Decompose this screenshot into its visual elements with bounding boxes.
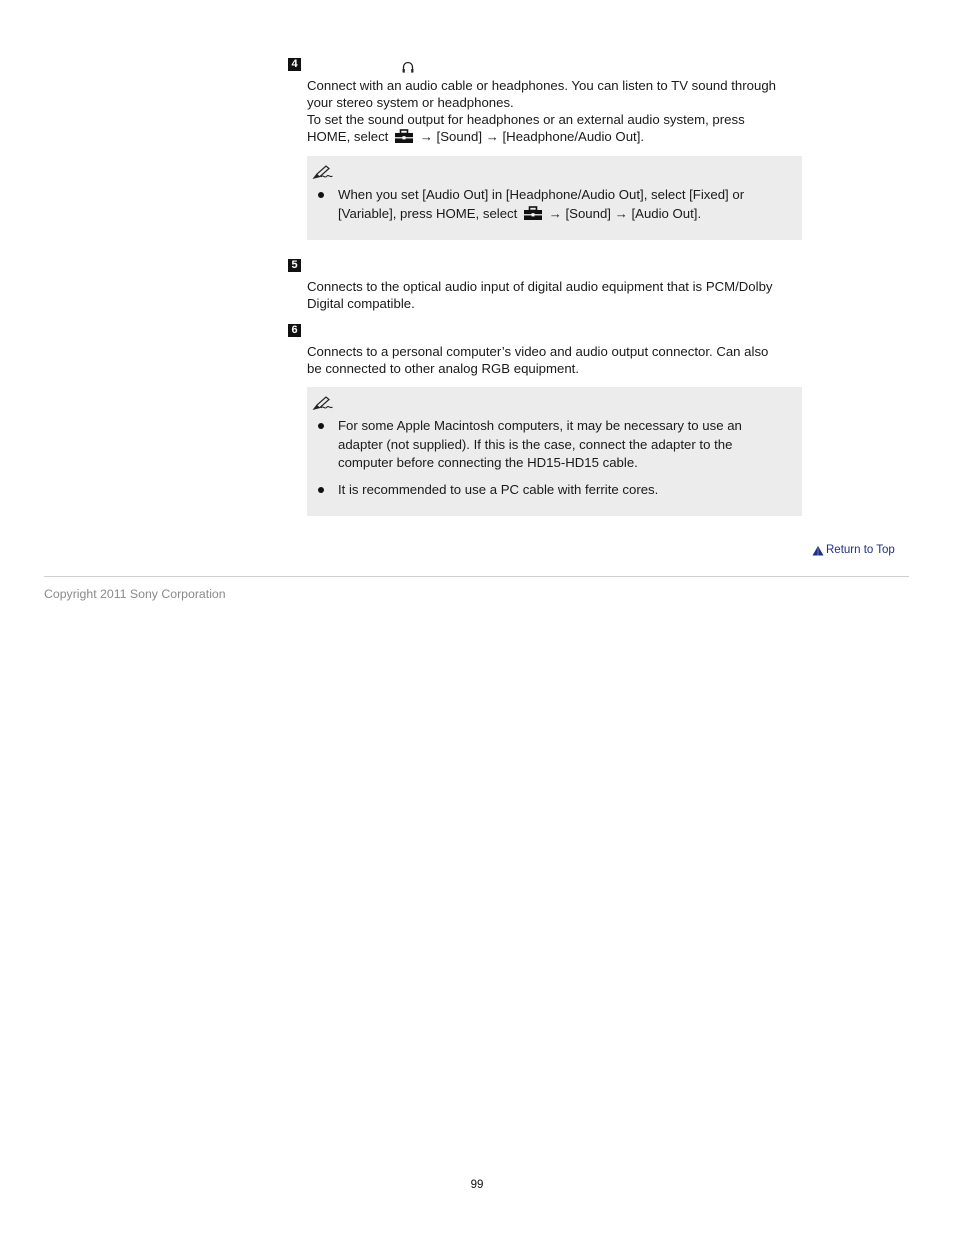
text-line: your stereo system or headphones.: [307, 95, 514, 110]
note-text: For some Apple Macintosh computers, it may be necessary to use an: [338, 418, 742, 433]
text-line: Digital compatible.: [307, 296, 415, 311]
bullet-icon: [318, 192, 324, 198]
note-list: [307, 186, 802, 223]
return-to-top-label[interactable]: Return to Top: [826, 544, 895, 556]
text-line: Connects to a personal computer’s video and audio output connector. Can also: [307, 344, 769, 359]
section-5-text: [307, 278, 807, 312]
pencil-note-icon: [312, 164, 334, 180]
bullet-icon: [318, 423, 324, 429]
return-to-top-link[interactable]: [812, 542, 895, 559]
text-line: Connects to the optical audio input of digital audio equipment that is PCM/Dolby: [307, 279, 773, 294]
bullet-icon: [318, 487, 324, 493]
note-box: [307, 387, 802, 516]
toolbox-icon: [523, 206, 543, 221]
list-item: [307, 417, 802, 473]
footer-divider: [44, 576, 909, 577]
section-4-text: [307, 77, 807, 145]
section-number-5: 5: [288, 259, 301, 272]
text-line: → [Sound] → [Headphone/Audio Out].: [419, 129, 645, 144]
text-line: be connected to other analog RGB equipment.: [307, 361, 579, 376]
headphone-icon: [401, 60, 415, 74]
text-line: Connect with an audio cable or headphones. You can listen to TV sound through: [307, 78, 776, 93]
list-item: [307, 186, 802, 223]
note-text: computer before connecting the HD15-HD15 cable.: [338, 455, 638, 470]
note-text: → [Sound] → [Audio Out].: [548, 205, 702, 221]
note-text: adapter (not supplied). If this is the case, connect the adapter to the: [338, 436, 733, 452]
section-6-text: [307, 343, 807, 377]
up-triangle-icon: [812, 545, 824, 556]
pencil-note-icon: [312, 395, 334, 411]
copyright-text: Copyright 2011 Sony Corporation: [44, 587, 226, 601]
list-item: [307, 481, 802, 500]
note-text: [Variable], press HOME, select: [338, 205, 518, 221]
page-number: 99: [470, 1179, 484, 1191]
toolbox-icon: [394, 129, 414, 144]
section-number-4: 4: [288, 58, 301, 71]
note-box: [307, 156, 802, 240]
note-text: When you set [Audio Out] in [Headphone/Audio Out], select [Fixed] or: [338, 187, 745, 202]
section-number-6: 6: [288, 324, 301, 337]
note-list: [307, 417, 802, 500]
text-line: HOME, select: [307, 129, 389, 144]
text-line: To set the sound output for headphones or an external audio system, press: [307, 112, 745, 127]
note-text: It is recommended to use a PC cable with ferrite cores.: [338, 482, 659, 497]
